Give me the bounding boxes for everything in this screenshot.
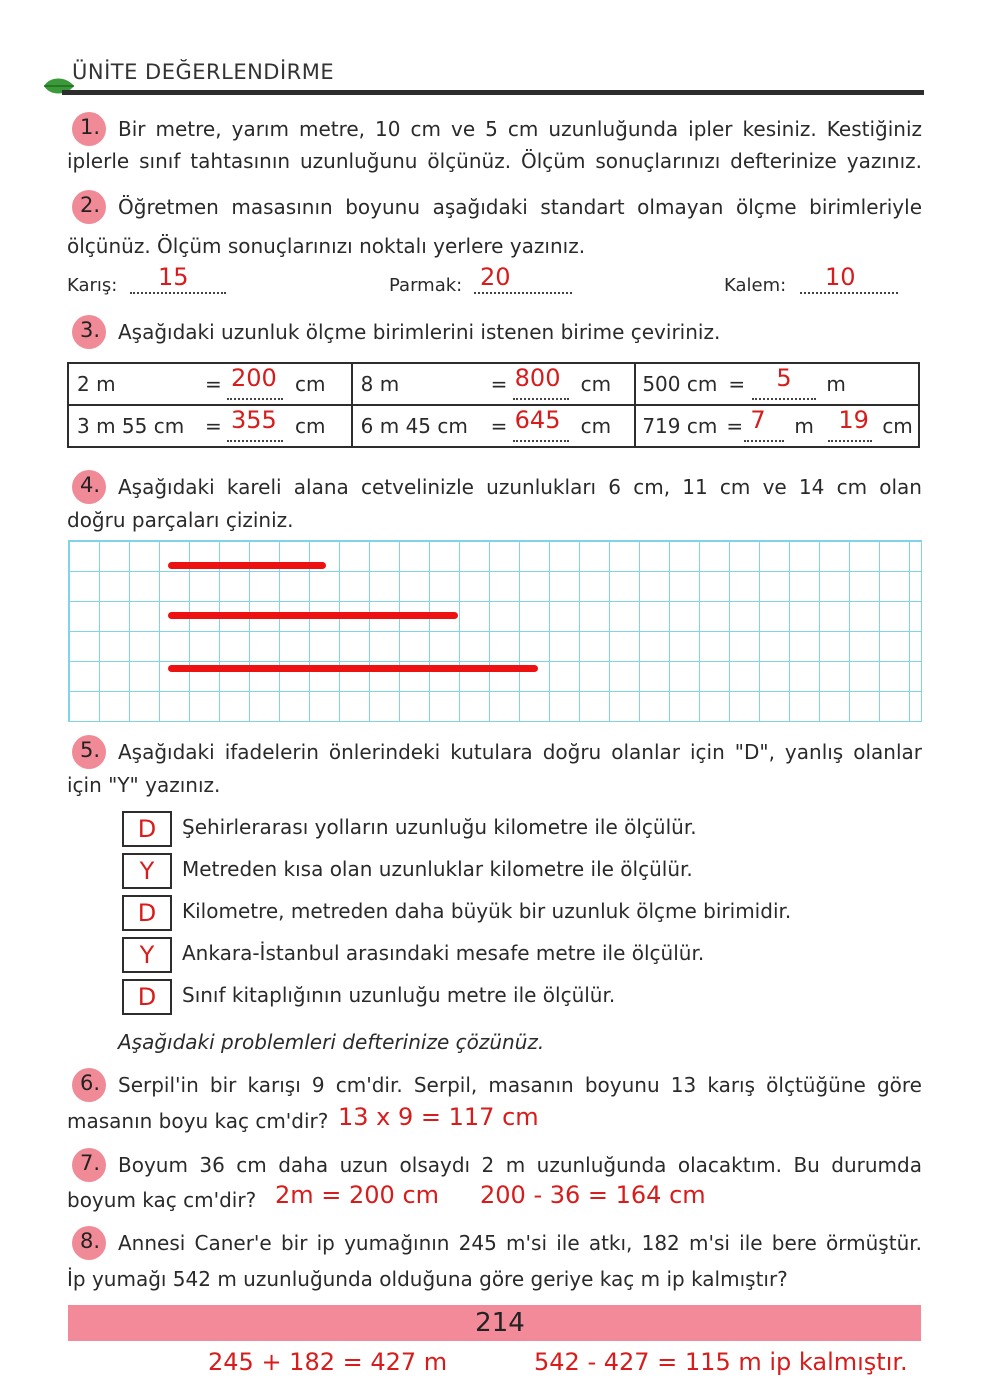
line-segment-14cm bbox=[168, 665, 538, 672]
table-row bbox=[68, 405, 919, 447]
header-title: ÜNİTE DEĞERLENDİRME bbox=[72, 60, 335, 84]
cell-dots-2 bbox=[828, 440, 872, 442]
answer-box-value: Y bbox=[139, 857, 155, 885]
answer-box-value: D bbox=[137, 815, 157, 843]
cell-left: 8 m bbox=[360, 372, 400, 396]
q8-number: 8. bbox=[80, 1229, 101, 1253]
conversion-cell bbox=[68, 363, 352, 405]
answer-box-value: D bbox=[137, 983, 157, 1011]
cell-eq: = bbox=[490, 372, 508, 396]
cell-eq: = bbox=[728, 372, 746, 396]
cell-unit: cm bbox=[580, 372, 612, 396]
cell-answer: 7 bbox=[750, 406, 766, 434]
cell-answer: 800 bbox=[514, 364, 561, 392]
cell-unit: cm bbox=[580, 414, 612, 438]
answer-box-4[interactable] bbox=[122, 937, 172, 973]
cell-unit-2: cm bbox=[882, 414, 913, 438]
cell-left: 500 cm bbox=[642, 372, 718, 396]
cell-answer: 200 bbox=[231, 364, 277, 392]
q7-line2: boyum kaç cm'dir? bbox=[67, 1188, 257, 1212]
answer-box-value: Y bbox=[139, 941, 155, 969]
statement-5: Sınıf kitaplığının uzunluğu metre ile ölçülür. bbox=[182, 983, 616, 1007]
q7-line1: Boyum 36 cm daha uzun olsaydı 2 m uzunluğunda olacaktım. Bu durumda bbox=[118, 1153, 922, 1177]
q1-line2: iplerle sınıf tahtasının uzunluğunu ölçünüz. Ölçüm sonuçlarınızı defterinize yazınız. bbox=[67, 149, 922, 173]
answer-box-2[interactable] bbox=[122, 853, 172, 889]
cell-dots bbox=[752, 398, 816, 400]
statement-3: Kilometre, metreden daha büyük bir uzunluk ölçme birimidir. bbox=[182, 899, 792, 923]
line-segment-11cm bbox=[168, 612, 458, 619]
problems-intro: Aşağıdaki problemleri defterinize çözünüz. bbox=[118, 1030, 545, 1054]
q1-number: 1. bbox=[80, 115, 101, 139]
q4-line1: Aşağıdaki kareli alana cetvelinizle uzunlukları 6 cm, 11 cm ve 14 cm olan bbox=[118, 475, 922, 499]
q5-number: 5. bbox=[80, 738, 101, 762]
q8-line1: Annesi Caner'e bir ip yumağının 245 m'si ile atkı, 182 m'si ile bere örmüştür. bbox=[118, 1231, 922, 1255]
cell-dots bbox=[227, 398, 283, 400]
q1-line1: Bir metre, yarım metre, 10 cm ve 5 cm uzunluğunda ipler kesiniz. Kestiğiniz bbox=[118, 117, 922, 141]
page-number: 214 bbox=[475, 1308, 525, 1338]
line-segment-6cm bbox=[168, 562, 326, 569]
q2-line1: Öğretmen masasının boyunu aşağıdaki standart olmayan ölçme birimleriyle bbox=[118, 195, 922, 219]
cell-dots bbox=[744, 440, 784, 442]
q3-text: Aşağıdaki uzunluk ölçme birimlerini istenen birime çeviriniz. bbox=[118, 320, 721, 344]
conversion-cell bbox=[352, 363, 636, 405]
cell-unit: m bbox=[794, 414, 814, 438]
answer-box-3[interactable] bbox=[122, 895, 172, 931]
karis-answer: 15 bbox=[158, 263, 189, 291]
kalem-answer: 10 bbox=[825, 263, 856, 291]
q6-answer: 13 x 9 = 117 cm bbox=[338, 1103, 539, 1131]
kalem-dots bbox=[800, 292, 898, 294]
conversion-table bbox=[67, 362, 920, 448]
kalem-label: Kalem: bbox=[724, 275, 787, 296]
cell-left: 6 m 45 cm bbox=[360, 414, 468, 438]
header-rule bbox=[62, 90, 924, 95]
conversion-cell bbox=[635, 405, 919, 447]
parmak-answer: 20 bbox=[480, 263, 511, 291]
q6-line1: Serpil'in bir karışı 9 cm'dir. Serpil, masanın boyunu 13 karış ölçtüğüne göre bbox=[118, 1073, 922, 1097]
table-row bbox=[68, 363, 919, 405]
answer-box-value: D bbox=[137, 899, 157, 927]
q5-line2: için "Y" yazınız. bbox=[67, 773, 221, 797]
cell-unit: cm bbox=[295, 372, 326, 396]
cell-answer: 645 bbox=[514, 406, 561, 434]
q8-line2: İp yumağı 542 m uzunluğunda olduğuna göre geriye kaç m ip kalmıştır? bbox=[67, 1267, 788, 1291]
cell-answer: 355 bbox=[231, 406, 277, 434]
cell-dots bbox=[513, 398, 569, 400]
cell-left: 3 m 55 cm bbox=[77, 414, 185, 438]
conversion-cell bbox=[68, 405, 352, 447]
statement-1: Şehirlerarası yolların uzunluğu kilometre ile ölçülür. bbox=[182, 815, 697, 839]
cell-unit: cm bbox=[295, 414, 326, 438]
answer-box-1[interactable] bbox=[122, 811, 172, 847]
parmak-label: Parmak: bbox=[389, 275, 463, 296]
karis-dots bbox=[130, 292, 226, 294]
statement-2: Metreden kısa olan uzunluklar kilometre ile ölçülür. bbox=[182, 857, 693, 881]
cell-answer: 5 bbox=[776, 364, 792, 392]
q6-line2: masanın boyu kaç cm'dir? bbox=[67, 1109, 329, 1133]
q8-answer-2: 542 - 427 = 115 m ip kalmıştır. bbox=[534, 1348, 908, 1376]
q6-number: 6. bbox=[80, 1071, 101, 1095]
cell-eq: = bbox=[205, 372, 222, 396]
q5-line1: Aşağıdaki ifadelerin önlerindeki kutulara doğru olanlar için "D", yanlış olanlar bbox=[118, 740, 922, 764]
karis-label: Karış: bbox=[67, 275, 118, 296]
statement-4: Ankara-İstanbul arasındaki mesafe metre ile ölçülür. bbox=[182, 941, 705, 965]
answer-box-5[interactable] bbox=[122, 979, 172, 1015]
q7-answer-1: 2m = 200 cm bbox=[275, 1181, 440, 1209]
cell-left: 2 m bbox=[77, 372, 116, 396]
q8-answer-1: 245 + 182 = 427 m bbox=[208, 1348, 448, 1376]
cell-left: 719 cm bbox=[642, 414, 718, 438]
cell-unit: m bbox=[826, 372, 846, 396]
cell-eq: = bbox=[726, 414, 744, 438]
conversion-cell bbox=[352, 405, 636, 447]
q2-line2: ölçünüz. Ölçüm sonuçlarınızı noktalı yerlere yazınız. bbox=[67, 234, 586, 258]
cell-answer-2: 19 bbox=[838, 406, 869, 434]
q2-number: 2. bbox=[80, 193, 101, 217]
cell-dots bbox=[513, 440, 569, 442]
cell-eq: = bbox=[490, 414, 508, 438]
q4-number: 4. bbox=[80, 473, 101, 497]
q7-answer-2: 200 - 36 = 164 cm bbox=[480, 1181, 706, 1209]
parmak-dots bbox=[474, 292, 572, 294]
q3-number: 3. bbox=[80, 318, 101, 342]
q7-number: 7. bbox=[80, 1151, 101, 1175]
conversion-cell bbox=[635, 363, 919, 405]
q4-line2: doğru parçaları çiziniz. bbox=[67, 508, 294, 532]
cell-dots bbox=[227, 440, 283, 442]
cell-eq: = bbox=[205, 414, 222, 438]
